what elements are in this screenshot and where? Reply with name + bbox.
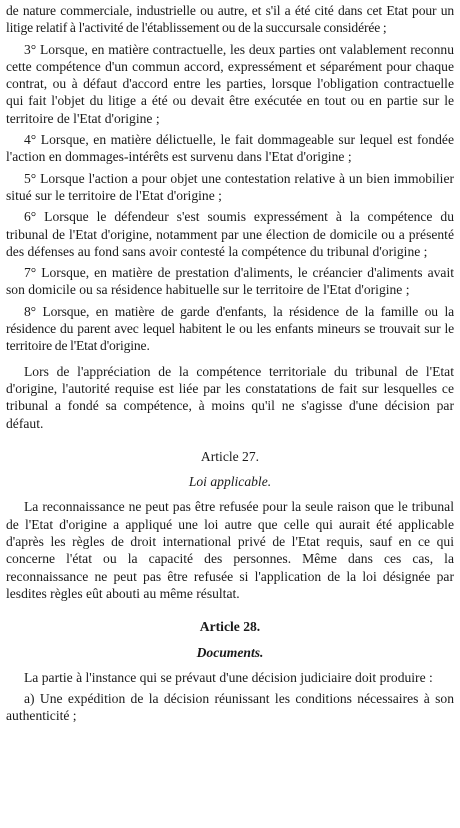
document-page bbox=[6, 2, 454, 725]
paragraph-item-6: 6° Lorsque le défendeur s'est soumis expressément à la compétence du tribunal de l'Etat d'origine, notamment par une élection de domicile ou a présenté des défenses au fond sans avoir contesté la compétence du tribunal d'origine ; bbox=[6, 209, 454, 259]
article-27-subtitle: Loi applicable. bbox=[188, 474, 272, 490]
paragraph-item-5: 5° Lorsque l'action a pour objet une contestation relative à un bien immobilier situé sur le territoire de l'Etat d'origine ; bbox=[6, 170, 454, 203]
article-27-text: La reconnaissance ne peut pas être refusée pour la seule raison que le tribunal de l'Etat d'origine a appliqué une loi autre que celle qui aurait été applicable d'après les règles de droit international privé de l'Etat requis, sauf en ce qui concerne l'état ou la capacité des personnes. Même dans ces cas, la reconnaissance ne peut pas être refusée si l'application de la loi désignée par lesdites règles eût abouti au même résultat. bbox=[6, 499, 454, 601]
paragraph-territorial-competence: Lors de l'appréciation de la compétence territoriale du tribunal de l'Etat d'origine, l'autorité requise est liée par les constatations de fait sur lesquelles ce tribunal a fondé sa compétence, à moins qu'il ne s'agisse d'une décision par défaut. bbox=[6, 363, 454, 431]
article-28-item-a: a) Une expédition de la décision réunissant les conditions nécessaires à son authenticité ; bbox=[6, 691, 454, 724]
paragraph-item-3: 3° Lorsque, en matière contractuelle, les deux parties ont valablement reconnu cette compétence d'un commun accord, expressément et séparément pour chaque contrat, ou à défaut d'accord entre les parties, lorsque l'obligation contractuelle qui fait l'objet du litige a été ou devait être exécutée en tout ou en partie sur le territoire de l'Etat d'origine ; bbox=[6, 41, 454, 126]
paragraph-item-8: 8° Lorsque, en matière de garde d'enfants, la résidence de la famille ou la résidence du parent avec lequel habitent le ou les enfants mineurs se trouvait sur le territoire de l'Etat d'origine. bbox=[6, 303, 454, 354]
article-28-subtitle: Documents. bbox=[196, 644, 264, 660]
article-28-text: La partie à l'instance qui se prévaut d'une décision judiciaire doit produire : bbox=[24, 669, 433, 685]
article-28-title: Article 28. bbox=[199, 619, 261, 635]
paragraph-item-7: 7° Lorsque, en matière de prestation d'aliments, le créancier d'aliments avait son domicile ou sa résidence habituelle sur le territoire de l'Etat d'origine ; bbox=[6, 265, 454, 298]
article-27-title: Article 27. bbox=[200, 448, 260, 464]
paragraph-item-4: 4° Lorsque, en matière délictuelle, le fait dommageable sur lequel est fondée l'action en dommages-intérêts est survenu dans l'Etat d'origine ; bbox=[6, 132, 454, 165]
paragraph-intro: de nature commerciale, industrielle ou autre, et s'il a été cité dans cet Etat pour un litige relatif à l'activité de l'établissement ou de la succursale considérée ; bbox=[6, 3, 454, 36]
